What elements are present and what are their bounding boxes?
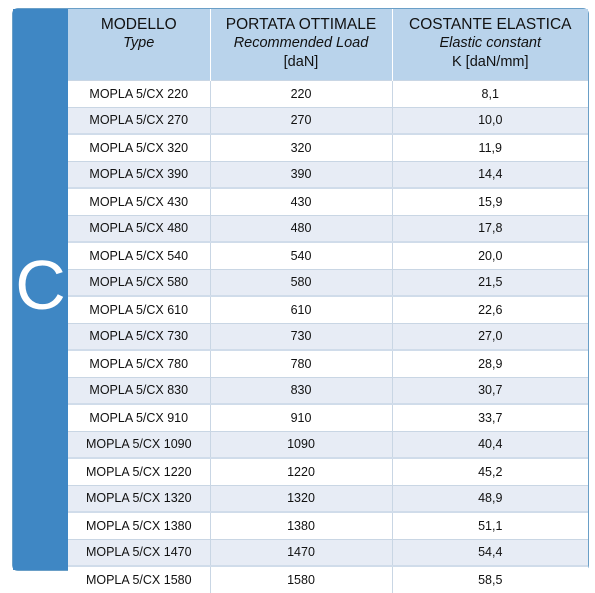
cell-k: 10,0 xyxy=(392,107,588,134)
cell-k: 48,9 xyxy=(392,485,588,512)
cell-load: 270 xyxy=(210,107,392,134)
cell-load: 730 xyxy=(210,323,392,350)
cell-k: 27,0 xyxy=(392,323,588,350)
cell-model: MOPLA 5/CX 430 xyxy=(68,188,210,215)
cell-k: 21,5 xyxy=(392,269,588,296)
cell-model: MOPLA 5/CX 320 xyxy=(68,134,210,161)
cell-k: 20,0 xyxy=(392,242,588,269)
spec-table-frame xyxy=(12,8,589,587)
table-row xyxy=(68,242,588,269)
header-constant-sub: Elastic constant xyxy=(439,35,542,51)
table-row xyxy=(68,323,588,350)
cell-load: 580 xyxy=(210,269,392,296)
header-load-sub: Recommended Load xyxy=(233,35,369,51)
cell-model: MOPLA 5/CX 540 xyxy=(68,242,210,269)
table-row xyxy=(68,81,588,108)
cell-model: MOPLA 5/CX 910 xyxy=(68,404,210,431)
cell-load: 320 xyxy=(210,134,392,161)
cell-model: MOPLA 5/CX 1380 xyxy=(68,512,210,539)
cell-load: 1580 xyxy=(210,566,392,593)
cell-load: 830 xyxy=(210,377,392,404)
header-model-sub: Type xyxy=(123,35,155,51)
cell-k: 22,6 xyxy=(392,296,588,323)
table-body xyxy=(68,81,588,593)
cell-load: 1380 xyxy=(210,512,392,539)
cell-model: MOPLA 5/CX 1320 xyxy=(68,485,210,512)
cell-load: 540 xyxy=(210,242,392,269)
cell-model: MOPLA 5/CX 220 xyxy=(68,81,210,108)
cell-k: 58,5 xyxy=(392,566,588,593)
cell-model: MOPLA 5/CX 830 xyxy=(68,377,210,404)
table-row xyxy=(68,188,588,215)
header-load-unit: [daN] xyxy=(283,54,319,70)
table-row xyxy=(68,215,588,242)
table-row xyxy=(68,269,588,296)
cell-load: 1470 xyxy=(210,539,392,566)
cell-model: MOPLA 5/CX 390 xyxy=(68,161,210,188)
cell-load: 610 xyxy=(210,296,392,323)
cell-model: MOPLA 5/CX 1580 xyxy=(68,566,210,593)
side-band xyxy=(13,9,68,570)
table-row xyxy=(68,107,588,134)
table-row xyxy=(68,458,588,485)
table-row xyxy=(68,539,588,566)
header-load xyxy=(210,9,392,81)
cell-model: MOPLA 5/CX 780 xyxy=(68,350,210,377)
table-row xyxy=(68,404,588,431)
cell-k: 45,2 xyxy=(392,458,588,485)
table-row xyxy=(68,350,588,377)
cell-k: 8,1 xyxy=(392,81,588,108)
cell-load: 1320 xyxy=(210,485,392,512)
cell-k: 30,7 xyxy=(392,377,588,404)
header-row xyxy=(68,9,588,81)
header-model-main: MODELLO xyxy=(100,16,177,33)
cell-load: 1090 xyxy=(210,431,392,458)
cell-model: MOPLA 5/CX 730 xyxy=(68,323,210,350)
header-constant xyxy=(392,9,588,81)
cell-model: MOPLA 5/CX 1090 xyxy=(68,431,210,458)
cell-load: 1220 xyxy=(210,458,392,485)
cell-k: 28,9 xyxy=(392,350,588,377)
cell-model: MOPLA 5/CX 270 xyxy=(68,107,210,134)
spec-table xyxy=(68,9,588,593)
header-constant-main: COSTANTE ELASTICA xyxy=(409,16,572,33)
cell-k: 51,1 xyxy=(392,512,588,539)
header-model xyxy=(68,9,210,81)
cell-model: MOPLA 5/CX 580 xyxy=(68,269,210,296)
cell-load: 480 xyxy=(210,215,392,242)
table-row xyxy=(68,377,588,404)
cell-k: 40,4 xyxy=(392,431,588,458)
table-row xyxy=(68,134,588,161)
cell-k: 33,7 xyxy=(392,404,588,431)
table-row xyxy=(68,296,588,323)
cell-k: 11,9 xyxy=(392,134,588,161)
header-constant-unit: K [daN/mm] xyxy=(451,54,529,70)
cell-load: 390 xyxy=(210,161,392,188)
cell-load: 910 xyxy=(210,404,392,431)
cell-load: 430 xyxy=(210,188,392,215)
cell-model: MOPLA 5/CX 1470 xyxy=(68,539,210,566)
table-row xyxy=(68,485,588,512)
cell-k: 15,9 xyxy=(392,188,588,215)
side-letter: C xyxy=(15,246,66,324)
table-row xyxy=(68,566,588,593)
table-row xyxy=(68,431,588,458)
cell-load: 220 xyxy=(210,81,392,108)
table-row xyxy=(68,161,588,188)
cell-k: 14,4 xyxy=(392,161,588,188)
cell-model: MOPLA 5/CX 1220 xyxy=(68,458,210,485)
cell-k: 54,4 xyxy=(392,539,588,566)
cell-model: MOPLA 5/CX 610 xyxy=(68,296,210,323)
cell-k: 17,8 xyxy=(392,215,588,242)
table-row xyxy=(68,512,588,539)
cell-load: 780 xyxy=(210,350,392,377)
header-load-main: PORTATA OTTIMALE xyxy=(225,16,377,33)
cell-model: MOPLA 5/CX 480 xyxy=(68,215,210,242)
